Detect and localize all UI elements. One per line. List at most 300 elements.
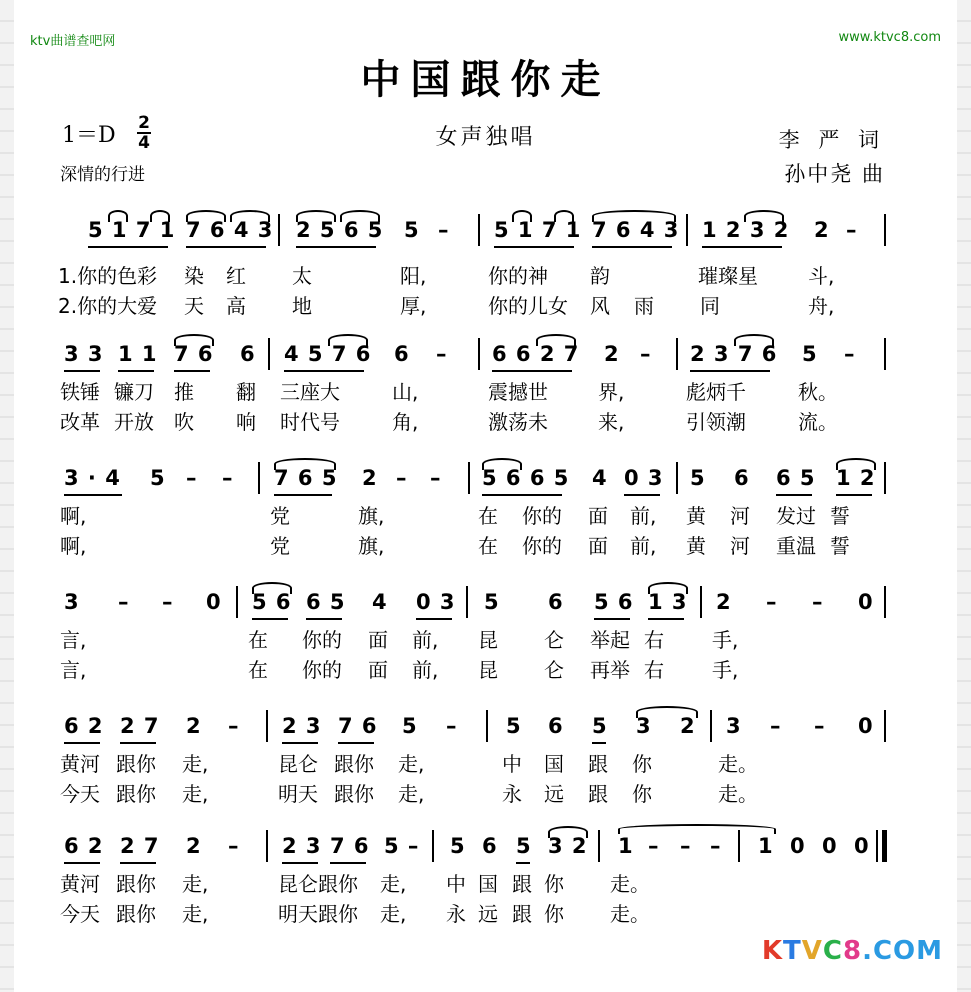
slur: [554, 210, 574, 222]
lyric: 中: [502, 752, 522, 776]
lyric: 河: [730, 504, 750, 528]
barline: [432, 830, 434, 862]
lyric: 明天: [278, 782, 318, 806]
lyric: 重温: [776, 534, 816, 558]
barline: [884, 710, 886, 742]
notes: 2 5 6 5: [296, 218, 384, 242]
beam: [274, 494, 332, 496]
beam: [186, 246, 266, 248]
notes: 0 3: [624, 466, 664, 490]
lyric: 天: [184, 294, 204, 318]
slur: [274, 458, 336, 470]
dash: –: [844, 342, 856, 366]
lyric: 跟: [588, 782, 608, 806]
lyric: 跟你: [334, 782, 374, 806]
lyric: 前,: [630, 504, 657, 528]
note: 2: [362, 466, 378, 490]
lyric: 面: [368, 658, 388, 682]
notes: 5 1 7 1: [88, 218, 176, 242]
lyric: 你的: [302, 658, 342, 682]
beam: [284, 370, 364, 372]
lyric: 流。: [798, 410, 838, 434]
barline: [738, 830, 740, 862]
note: 6: [240, 342, 256, 366]
beam: [690, 370, 770, 372]
slur: [150, 210, 170, 222]
lyric: 走,: [182, 872, 209, 896]
lyric: 在: [248, 658, 268, 682]
barline: [884, 338, 886, 370]
notes: 1 2: [836, 466, 876, 490]
lyric: 1.你的色彩: [58, 264, 158, 288]
lyric: 风: [590, 294, 610, 318]
beam: [836, 494, 872, 496]
lyric: 黄: [686, 534, 706, 558]
notes: 7 6: [174, 342, 214, 366]
note: 2: [814, 218, 830, 242]
dash: –: [814, 714, 826, 738]
lyric: 仑: [544, 628, 564, 652]
lyric: 昆: [478, 628, 498, 652]
score-row-3: [0, 458, 971, 578]
barline: [676, 462, 678, 494]
note: 6: [394, 342, 410, 366]
lyric: 走。: [718, 752, 758, 776]
lyric: 党: [270, 504, 290, 528]
lyric: 来,: [598, 410, 625, 434]
barline: [686, 214, 688, 246]
lyric: 黄河: [60, 752, 100, 776]
barline: [884, 214, 886, 246]
lyric: 你: [544, 902, 564, 926]
lyric: 你的: [522, 504, 562, 528]
score-row-5: [0, 706, 971, 826]
score-row-2: [0, 334, 971, 454]
barline: [598, 830, 600, 862]
slur: [592, 210, 676, 222]
lyric: 染: [184, 264, 204, 288]
slur: [340, 210, 380, 222]
note: 2: [680, 714, 696, 738]
notes: 7 6 4 3: [186, 218, 274, 242]
beam: [592, 742, 606, 744]
note: 5: [592, 714, 608, 738]
lyric: 走,: [380, 902, 407, 926]
dash: –: [766, 590, 778, 614]
lyric: 你: [544, 872, 564, 896]
lyric: 红: [226, 264, 246, 288]
barline: [884, 462, 886, 494]
beam: [282, 742, 318, 744]
beam: [64, 494, 122, 496]
dash: –: [186, 466, 198, 490]
dash: –: [846, 218, 858, 242]
note: 2: [186, 834, 202, 858]
watermark-left: ktv曲谱查吧网: [30, 34, 116, 49]
performer-label: 女声独唱: [435, 125, 536, 150]
logo-letter: C: [822, 936, 843, 966]
lyric: 角,: [392, 410, 419, 434]
notes: 2 3: [282, 834, 322, 858]
lyric: 在: [248, 628, 268, 652]
logo-letter: T: [783, 936, 802, 966]
note: 4: [372, 590, 388, 614]
lyric: 引领潮: [686, 410, 746, 434]
barline: [676, 338, 678, 370]
barline: [466, 586, 468, 618]
notes: 4 5 7 6: [284, 342, 372, 366]
lyric: 河: [730, 534, 750, 558]
lyric: 右: [644, 628, 664, 652]
lyric: 跟: [512, 902, 532, 926]
score-row-6: [0, 826, 971, 946]
lyric: 黄河: [60, 872, 100, 896]
lyric: 秋。: [798, 380, 838, 404]
lyric: 铁锤: [60, 380, 100, 404]
note: 0: [206, 590, 222, 614]
logo-letter: V: [801, 936, 823, 966]
lyric: 阳,: [400, 264, 427, 288]
lyric: 开放: [114, 410, 154, 434]
lyric: 旗,: [358, 534, 385, 558]
lyric: 誓: [830, 534, 850, 558]
notes: 0 3: [416, 590, 456, 614]
barline: [468, 462, 470, 494]
beam: [306, 618, 342, 620]
beam: [776, 494, 812, 496]
lyric: 太: [292, 264, 312, 288]
beam: [120, 862, 156, 864]
lyric: 你: [632, 752, 652, 776]
notes: 6 2: [64, 834, 104, 858]
beam: [296, 246, 376, 248]
slur: [548, 826, 588, 838]
watermark-right: www.ktvc8.com: [838, 30, 941, 45]
lyric: 永: [502, 782, 522, 806]
lyric: 前,: [412, 628, 439, 652]
note: 5: [402, 714, 418, 738]
dash: –: [228, 714, 240, 738]
notes: 5 6: [594, 590, 634, 614]
lyric: 翻: [236, 380, 256, 404]
slur: [836, 458, 876, 470]
dash: –: [648, 834, 660, 858]
barline: [884, 586, 886, 618]
dash: –: [710, 834, 722, 858]
lyric: 昆仑跟你: [278, 872, 358, 896]
beam: [416, 618, 452, 620]
lyric: 中: [446, 872, 466, 896]
lyric: 跟你: [116, 752, 156, 776]
note: 3: [726, 714, 742, 738]
lyric: 韵: [590, 264, 610, 288]
beam: [282, 862, 318, 864]
slur: [296, 210, 336, 222]
lyric: 走,: [182, 782, 209, 806]
lyric: 走。: [610, 902, 650, 926]
note: 1: [618, 834, 634, 858]
lyric: 跟你: [116, 902, 156, 926]
lyric: 厚,: [400, 294, 427, 318]
lyric: 在: [478, 534, 498, 558]
notes: 2 7: [120, 834, 160, 858]
lyric: 前,: [412, 658, 439, 682]
slur: [536, 334, 576, 346]
beam: [120, 742, 156, 744]
lyric: 面: [368, 628, 388, 652]
slur: [636, 706, 698, 718]
beam: [594, 618, 630, 620]
dash: –: [222, 466, 234, 490]
lyric: 地: [292, 294, 312, 318]
barline: [268, 338, 270, 370]
lyric: 跟: [588, 752, 608, 776]
lyric: 跟: [512, 872, 532, 896]
barline: [278, 214, 280, 246]
barline: [486, 710, 488, 742]
final-barline-thick: [882, 830, 887, 862]
notes: 7 6: [338, 714, 378, 738]
dash: –: [436, 342, 448, 366]
score-row-4: [0, 582, 971, 702]
note: 0: [854, 834, 870, 858]
notes: 1 3: [648, 590, 688, 614]
notes: 7 6: [330, 834, 370, 858]
score-row-1: [0, 210, 971, 330]
lyric: 走。: [718, 782, 758, 806]
dash: –: [430, 466, 442, 490]
notes: 5 –: [384, 834, 420, 858]
lyric: 昆仑: [278, 752, 318, 776]
lyric: 言,: [60, 658, 87, 682]
slur: [174, 334, 214, 346]
lyric: 镰刀: [114, 380, 154, 404]
slur: [744, 210, 784, 222]
tempo-marking: 深情的行进: [60, 165, 145, 185]
lyric: 国: [544, 752, 564, 776]
lyric: 雨: [634, 294, 654, 318]
note: 3: [636, 714, 652, 738]
lyric: 你的儿女: [488, 294, 568, 318]
note: 0: [858, 714, 874, 738]
lyric: 斗,: [808, 264, 835, 288]
barline: [236, 586, 238, 618]
beam: [338, 742, 374, 744]
beam: [118, 370, 154, 372]
beam: [88, 246, 168, 248]
note: 2: [604, 342, 620, 366]
lyric: 舟,: [808, 294, 835, 318]
song-title: 中国跟你走: [360, 56, 611, 103]
lyric: 远: [478, 902, 498, 926]
note: 4: [592, 466, 608, 490]
lyric: 今天: [60, 902, 100, 926]
notes: 1 1: [118, 342, 158, 366]
notes: 1 2 3 2: [702, 218, 790, 242]
barline: [266, 710, 268, 742]
notes: 3 3: [64, 342, 104, 366]
lyric: 党: [270, 534, 290, 558]
lyric: 震撼世: [488, 380, 548, 404]
lyricist-credit: 李 严 词: [778, 128, 885, 152]
notes: 5 6: [252, 590, 292, 614]
lyric: 高: [226, 294, 246, 318]
slur: [108, 210, 128, 222]
notes: 5 1 7 1: [494, 218, 582, 242]
note: 0: [858, 590, 874, 614]
lyric: 昆: [478, 658, 498, 682]
lyric: 啊,: [60, 534, 87, 558]
barline: [700, 586, 702, 618]
note: 5: [690, 466, 706, 490]
lyric: 走,: [398, 752, 425, 776]
lyric: 你的: [302, 628, 342, 652]
tie: [618, 824, 776, 834]
lyric: 面: [588, 504, 608, 528]
lyric: 跟你: [334, 752, 374, 776]
logo-letter: K: [761, 936, 783, 966]
slur: [230, 210, 270, 222]
note: 6: [548, 714, 564, 738]
lyric: 激荡未: [488, 410, 548, 434]
composer-credit: 孙中尧 曲: [784, 162, 885, 186]
dash: –: [812, 590, 824, 614]
notes: 2 3 7 6: [690, 342, 778, 366]
notes: 6 5: [306, 590, 346, 614]
notes: 2 7: [120, 714, 160, 738]
note: 0: [790, 834, 806, 858]
note: 2: [186, 714, 202, 738]
notes: 6 2: [64, 714, 104, 738]
note: 6: [548, 590, 564, 614]
lyric: 右: [644, 658, 664, 682]
note: 5: [506, 714, 522, 738]
notes: 6 5: [776, 466, 816, 490]
notes: 6 6 2 7: [492, 342, 580, 366]
lyric: 时代号: [280, 410, 340, 434]
logo-letter: 8: [842, 936, 863, 966]
lyric: 国: [478, 872, 498, 896]
site-logo: [762, 936, 943, 966]
lyric: 前,: [630, 534, 657, 558]
lyric: 手,: [712, 658, 739, 682]
beam: [64, 862, 100, 864]
notes: 3 · 4: [64, 466, 121, 490]
slur: [328, 334, 368, 346]
lyric: 吹: [174, 410, 194, 434]
beam: [482, 494, 562, 496]
lyric: 走,: [380, 872, 407, 896]
slur: [512, 210, 532, 222]
final-barline-thin: [876, 830, 878, 862]
beam: [648, 618, 684, 620]
lyric: 走。: [610, 872, 650, 896]
slur: [648, 582, 688, 594]
note: 5: [150, 466, 166, 490]
lyric: 推: [174, 380, 194, 404]
beam: [174, 370, 210, 372]
note: 6: [734, 466, 750, 490]
lyric: 明天跟你: [278, 902, 358, 926]
note: 3: [64, 590, 80, 614]
slur: [482, 458, 522, 470]
lyric: 举起: [590, 628, 630, 652]
dash: –: [162, 590, 174, 614]
notes: 5 6 6 5: [482, 466, 570, 490]
lyric: 旗,: [358, 504, 385, 528]
lyric: 你的神: [488, 264, 548, 288]
lyric: 2.你的大爱: [58, 294, 158, 318]
barline: [258, 462, 260, 494]
lyric: 黄: [686, 504, 706, 528]
note: 0: [822, 834, 838, 858]
dash: –: [770, 714, 782, 738]
lyric: 山,: [392, 380, 419, 404]
lyric: 跟你: [116, 782, 156, 806]
note: 5: [802, 342, 818, 366]
beam: [252, 618, 288, 620]
note: 2: [716, 590, 732, 614]
lyric: 璀璨星: [698, 264, 758, 288]
time-signature-bottom: 4: [138, 133, 150, 153]
beam: [516, 862, 530, 864]
lyric: 三座大: [280, 380, 340, 404]
lyric: 在: [478, 504, 498, 528]
beam: [492, 370, 572, 372]
beam: [702, 246, 782, 248]
dash: –: [228, 834, 240, 858]
beam: [592, 246, 672, 248]
notes: 2 3: [282, 714, 322, 738]
lyric: 仑: [544, 658, 564, 682]
note: 5: [516, 834, 532, 858]
lyric: 改革: [60, 410, 100, 434]
note: 1: [758, 834, 774, 858]
note: 5: [404, 218, 420, 242]
dash: –: [446, 714, 458, 738]
slur: [252, 582, 292, 594]
lyric: 界,: [598, 380, 625, 404]
lyric: 誓: [830, 504, 850, 528]
logo-suffix: .COM: [862, 936, 943, 966]
notes: 7 6 5: [274, 466, 338, 490]
beam: [64, 370, 100, 372]
lyric: 同: [700, 294, 720, 318]
barline: [478, 338, 480, 370]
lyric: 发过: [776, 504, 816, 528]
lyric: 永: [446, 902, 466, 926]
dash: –: [680, 834, 692, 858]
note: 5: [450, 834, 466, 858]
dash: –: [118, 590, 130, 614]
lyric: 你的: [522, 534, 562, 558]
dash: –: [438, 218, 450, 242]
beam: [494, 246, 574, 248]
beam: [624, 494, 660, 496]
lyric: 走,: [398, 782, 425, 806]
note: 5: [484, 590, 500, 614]
lyric: 面: [588, 534, 608, 558]
lyric: 远: [544, 782, 564, 806]
beam: [64, 742, 100, 744]
lyric: 跟你: [116, 872, 156, 896]
lyric: 彪炳千: [686, 380, 746, 404]
lyric: 手,: [712, 628, 739, 652]
beam: [330, 862, 366, 864]
dash: –: [640, 342, 652, 366]
slur: [186, 210, 226, 222]
barline: [478, 214, 480, 246]
